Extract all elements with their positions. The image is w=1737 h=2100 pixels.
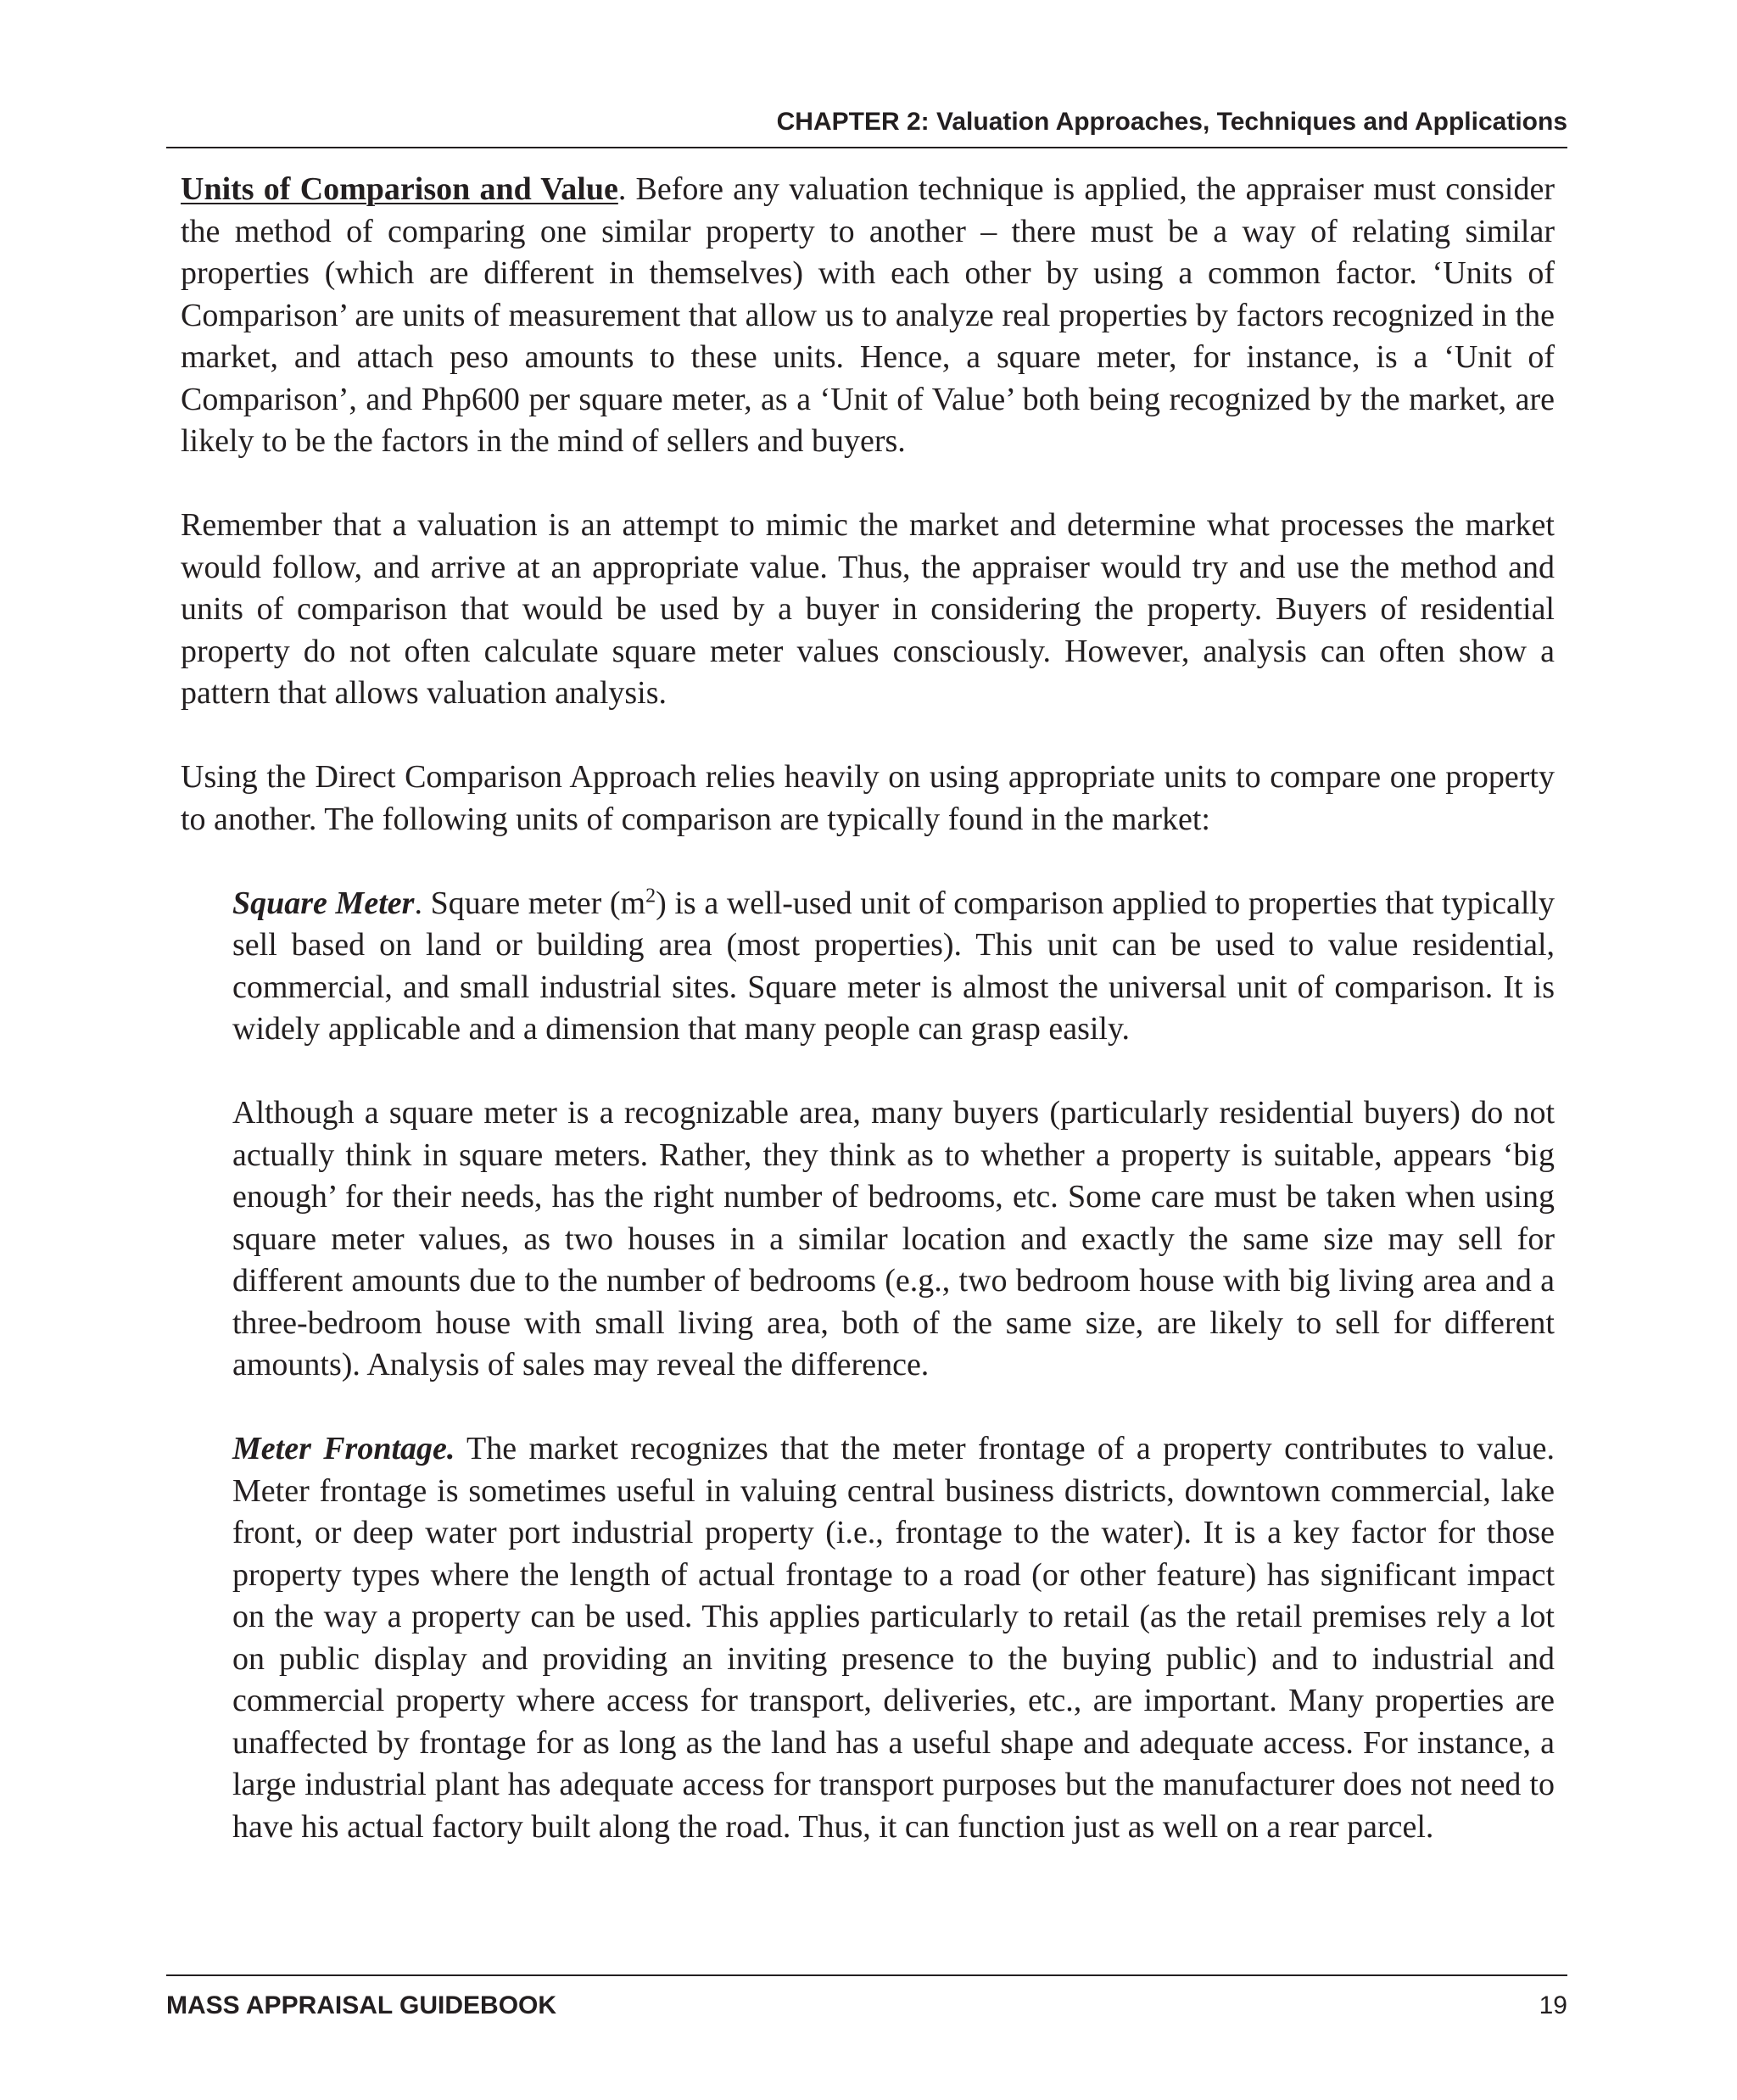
paragraph-text: The market recognizes that the meter frontage of a property contributes to value. Meter frontage is sometimes useful in valuing central business districts, downtown commercial, lake front, or deep water port industrial property (i.e., frontage to the water). It is a key factor for those property types where the length of actual frontage to a road (or other feature) has significant impact on the way a property can be used. This applies particularly to retail (as the retail premises rely a lot on public display and providing an inviting presence to the buying public) and to industrial and commercial property where access for transport, deliveries, etc., are important. Many properties are unaffected by frontage for as long as the land has a useful shape and adequate access. For instance, a large industrial plant has adequate access for transport purposes but the manufacturer does not need to have his actual factory built along the road. Thus, it can function just as well on a rear parcel.	[232, 1431, 1555, 1845]
header-divider	[166, 147, 1567, 148]
paragraph-square-meter	[232, 883, 1555, 1051]
paragraph-text: ) is a well-used unit of comparison applied to properties that typically sell based on land or building area (most properties). This unit can be used to value residential, commercial, and small industrial sites. Square meter is almost the universal unit of comparison. It is widely applicable and a dimension that many people can grasp easily.	[232, 885, 1555, 1047]
paragraph-text: Although a square meter is a recognizable area, many buyers (particularly residential buyers) do not actually think in square meters. Rather, they think as to whether a property is suitable, appears ‘big enough’ for their needs, has the right number of bedrooms, etc. Some care must be taken when using square meter values, as two houses in a similar location and exactly the same size may sell for different amounts due to the number of bedrooms (e.g., two bedroom house with big living area and a three-bedroom house with small living area, both of the same size, are likely to sell for different amounts). Analysis of sales may reveal the difference.	[232, 1095, 1555, 1382]
paragraph-square-meter-caveat	[232, 1092, 1555, 1387]
paragraph-text: . Square meter (m	[414, 885, 646, 921]
paragraph-text: . Before any valuation technique is applied, the appraiser must consider the method of comparing one similar property to another – there must be a way of relating similar properties (which are different in themselves) with each other by using a common factor. ‘Units of Comparison’ are units of measurement that allow us to analyze real properties by factors recognized in the market, and attach peso amounts to these units. Hence, a square meter, for instance, is a ‘Unit of Comparison’, and Php600 per square meter, as a ‘Unit of Value’ both being recognized by the market, are likely to be the factors in the mind of sellers and buyers.	[181, 171, 1555, 459]
term-heading-square-meter: Square Meter	[232, 885, 415, 921]
superscript: 2	[645, 884, 656, 907]
page-number: 19	[1539, 1991, 1567, 2019]
term-heading-meter-frontage: Meter Frontage.	[232, 1431, 455, 1466]
section-heading-units-of-comparison: Units of Comparison and Value	[181, 171, 618, 207]
paragraph-direct-comparison	[181, 757, 1555, 841]
chapter-header-title: CHAPTER 2: Valuation Approaches, Techniques and Applications	[776, 108, 1567, 136]
paragraph-text: Using the Direct Comparison Approach relies heavily on using appropriate units to compare one property to another. The following units of comparison are typically found in the market:	[181, 759, 1555, 837]
footer-book-title: MASS APPRAISAL GUIDEBOOK	[166, 1991, 557, 2019]
paragraph-units-of-comparison	[181, 169, 1555, 463]
paragraph-mimic-market	[181, 505, 1555, 715]
paragraph-meter-frontage	[232, 1428, 1555, 1848]
page-body	[181, 169, 1555, 1891]
paragraph-text: Remember that a valuation is an attempt to mimic the market and determine what processes the market would follow, and arrive at an appropriate value. Thus, the appraiser would try and use the method and units of comparison that would be used by a buyer in considering the property. Buyers of residential property do not often calculate square meter values consciously. However, analysis can often show a pattern that allows valuation analysis.	[181, 507, 1555, 711]
footer-divider	[166, 1974, 1567, 1976]
